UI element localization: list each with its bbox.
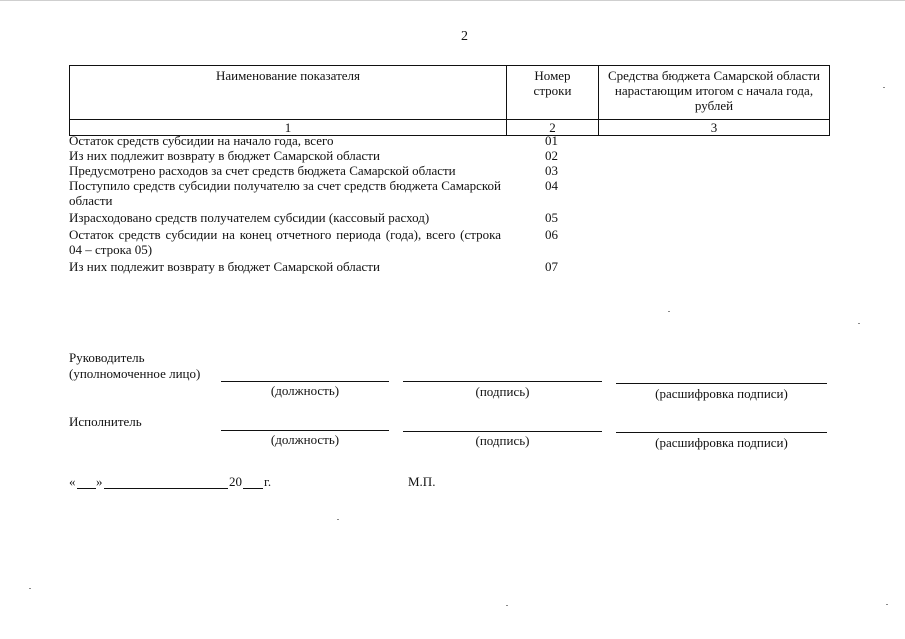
row-label: Из них подлежит возврату в бюджет Самарской области <box>69 148 380 163</box>
scan-speck <box>886 604 888 605</box>
date-month-blank <box>104 488 228 489</box>
head-position-line <box>221 381 389 382</box>
executor-decode-line <box>616 432 827 433</box>
head-decode-line <box>616 383 827 384</box>
row-code: 06 <box>545 227 558 242</box>
row-label: Поступило средств субсидии получателю за счет средств бюджета Самарской области <box>69 178 501 208</box>
column-number-3: 3 <box>599 120 830 136</box>
head-authorized-label: (уполномоченное лицо) <box>69 366 201 381</box>
row-code: 02 <box>545 148 558 163</box>
date-year-suffix: г. <box>264 474 272 489</box>
head-position-caption: (должность) <box>270 383 340 398</box>
column-header-budget-funds: Средства бюджета Самарской области нарастающим итогом с начала года, рублей <box>599 66 830 120</box>
row-code: 04 <box>545 178 558 193</box>
row-label: Остаток средств субсидии на начало года, всего <box>69 133 334 148</box>
row-code: 01 <box>545 133 558 148</box>
scan-speck <box>883 87 885 88</box>
column-header-row-number: Номер строки <box>507 66 599 120</box>
executor-signature-caption: (подпись) <box>475 433 530 448</box>
column-number-2: 2 <box>507 120 599 136</box>
date-year-prefix: 20 <box>229 474 242 489</box>
head-label: Руководитель <box>69 350 145 365</box>
executor-signature-line <box>403 431 602 432</box>
row-label: Из них подлежит возврату в бюджет Самарской области <box>69 259 380 274</box>
scan-speck <box>337 519 339 520</box>
row-label: Остаток средств субсидии на конец отчетного периода (года), всего (строка 04 – строка 05) <box>69 227 501 257</box>
indicator-rows <box>69 133 829 274</box>
head-signature-caption: (подпись) <box>475 384 530 399</box>
report-table-header <box>69 65 830 136</box>
scan-speck <box>858 323 860 324</box>
stamp-place-label: М.П. <box>408 474 436 489</box>
executor-label: Исполнитель <box>69 414 142 429</box>
column-number-1: 1 <box>70 120 507 136</box>
executor-position-line <box>221 430 389 431</box>
date-year-blank <box>243 488 263 489</box>
table-row <box>69 227 829 257</box>
row-code: 05 <box>545 210 558 225</box>
table-row <box>69 178 829 208</box>
scan-speck <box>506 605 508 606</box>
row-label: Предусмотрено расходов за счет средств бюджета Самарской области <box>69 163 456 178</box>
head-signature-line <box>403 381 602 382</box>
date-day-blank <box>77 488 96 489</box>
date-close-quote: » <box>96 474 103 489</box>
executor-decode-caption: (расшифровка подписи) <box>655 435 788 450</box>
row-code: 03 <box>545 163 558 178</box>
table-row <box>69 210 829 225</box>
executor-position-caption: (должность) <box>270 432 340 447</box>
table-row <box>69 163 829 178</box>
scan-speck <box>29 588 31 589</box>
column-header-indicator: Наименование показателя <box>70 66 507 120</box>
page-number: 2 <box>461 29 468 44</box>
date-open-quote: « <box>69 474 76 489</box>
head-decode-caption: (расшифровка подписи) <box>655 386 788 401</box>
top-border-line <box>0 0 905 1</box>
table-row <box>69 133 829 148</box>
table-header-row <box>70 66 830 120</box>
row-label: Израсходовано средств получателем субсидии (кассовый расход) <box>69 210 430 225</box>
table-row <box>69 259 829 274</box>
table-row <box>69 148 829 163</box>
row-code: 07 <box>545 259 558 274</box>
scan-speck <box>668 311 670 312</box>
